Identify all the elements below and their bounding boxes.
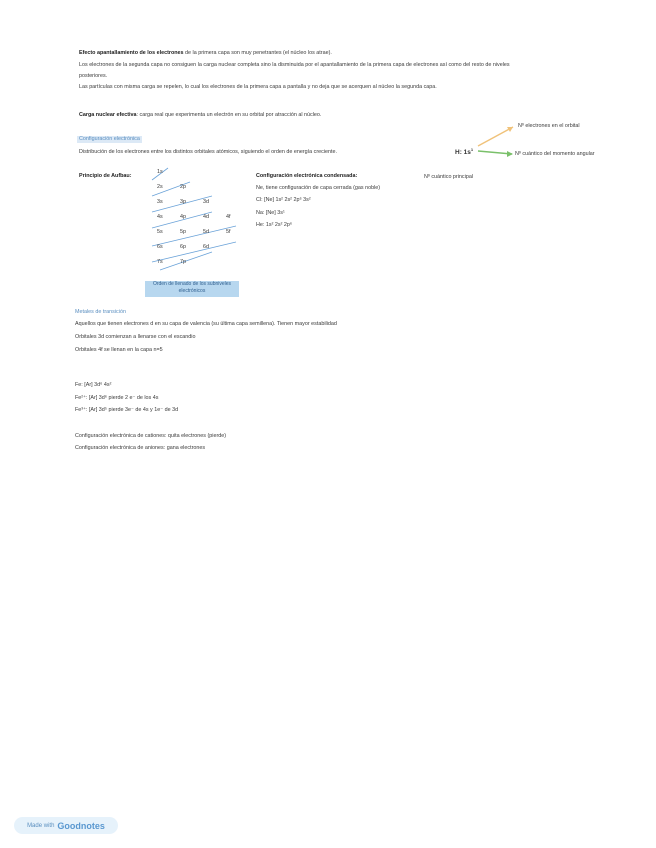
orbital-4d: 4d xyxy=(203,214,209,220)
orbital-6s: 6s xyxy=(157,244,163,250)
orbital-5p: 5p xyxy=(180,229,186,235)
goodnotes-badge xyxy=(14,817,118,834)
orbital-3d: 3d xyxy=(203,199,209,205)
cation-line: Configuración electrónica de cationes: quita electrones (pierde) xyxy=(75,433,227,439)
apantallamiento-line3: posteriores. xyxy=(79,73,108,79)
condensed-line2: Cl: [Ne] 1s² 2s² 2p⁶ 3s² xyxy=(256,197,311,203)
transition-line3: Orbitales 4f se llenan en la capa n=5 xyxy=(75,347,163,353)
orbital-7s: 7s xyxy=(157,259,163,265)
orbital-5d: 5d xyxy=(203,229,209,235)
aufbau-title: Principio de Aufbau: xyxy=(79,173,132,179)
orbital-6d: 6d xyxy=(203,244,209,250)
condensed-line4: He: 1s² 2s² 2p⁶ xyxy=(256,222,293,228)
orbital-1s: 1s xyxy=(157,169,163,175)
brand-small: Made with xyxy=(27,822,55,829)
apantallamiento-line4: Las partículas con misma carga se repelen, lo cual los electrones de la primera capa a pantalla y no deja que se acerquen al núcleo la segunda capa. xyxy=(79,84,437,90)
apantallamiento-line2: Los electrones de la segunda capa no consiguen la carga nuclear completa sino la disminuida por el apantallamiento de la primera capa de electrones así como del resto de niveles xyxy=(79,62,510,68)
iron-line2: Fe²⁺: [Ar] 3d⁶ pierde 2 e⁻ de los 4s xyxy=(75,395,159,401)
aufbau-caption: Orden de llenado de los subniveles electrónicos xyxy=(145,281,239,297)
apantallamiento-text: de la primera capa son muy penetrantes (el núcleo los atrae). xyxy=(183,50,332,56)
orbital-3s: 3s xyxy=(157,199,163,205)
orbital-6p: 6p xyxy=(180,244,186,250)
orbital-4f: 4f xyxy=(226,214,231,220)
apantallamiento-title-b: de los electrones xyxy=(139,50,184,56)
quantum-label-right: Nº cuántico del momento angular xyxy=(515,151,595,157)
orbital-2p: 2p xyxy=(180,184,186,190)
quantum-formula-text: H: 1s xyxy=(455,149,471,157)
brand-big: Goodnotes xyxy=(57,820,105,831)
condensed-line3: Na: [Ne] 3s¹ xyxy=(256,210,285,216)
config-heading: Configuración electrónica xyxy=(79,136,140,142)
orbital-5f: 5f xyxy=(226,229,231,235)
config-desc: Distribución de los electrones entre los distintos orbitales atómicos, siguiendo el orden de energía creciente. xyxy=(79,149,337,155)
carga-nuclear-text: : carga real que experimenta un electrón en su orbital por atracción al núcleo. xyxy=(136,112,322,118)
transition-line2: Orbitales 3d comienzan a llenarse con el escandio xyxy=(75,334,196,340)
orbital-5s: 5s xyxy=(157,229,163,235)
condensed-line1: Ne, tiene configuración de capa cerrada (gas noble) xyxy=(256,185,381,191)
iron-line1: Fe: [Ar] 3d⁶ 4s² xyxy=(75,382,112,388)
anion-line: Configuración electrónica de aniones: gana electrones xyxy=(75,445,206,451)
orbital-2s: 2s xyxy=(157,184,163,190)
condensed-title: Configuración electrónica condensada: xyxy=(256,173,358,179)
carga-nuclear-title: Carga nuclear efectiva xyxy=(79,112,137,118)
orbital-7p: 7p xyxy=(180,259,186,265)
orbital-4p: 4p xyxy=(180,214,186,220)
iron-line3: Fe³⁺: [Ar] 3d⁵ pierde 3e⁻ de 4s y 1e⁻ de 3d xyxy=(75,407,179,413)
quantum-label-top: Nº electrones en el orbital xyxy=(518,123,580,129)
orbital-3p: 3p xyxy=(180,199,186,205)
transition-heading: Metales de transición xyxy=(75,309,126,315)
apantallamiento-title: Efecto apantallamiento xyxy=(79,50,139,56)
transition-line1: Aquellos que tienen electrones d en su capa de valencia (su última capa semillena). Tienen mayor estabilidad xyxy=(75,321,337,327)
quantum-formula-sup: 1 xyxy=(470,147,474,152)
quantum-label-bottom: Nº cuántico principal xyxy=(424,174,474,180)
orbital-4s: 4s xyxy=(157,214,163,220)
